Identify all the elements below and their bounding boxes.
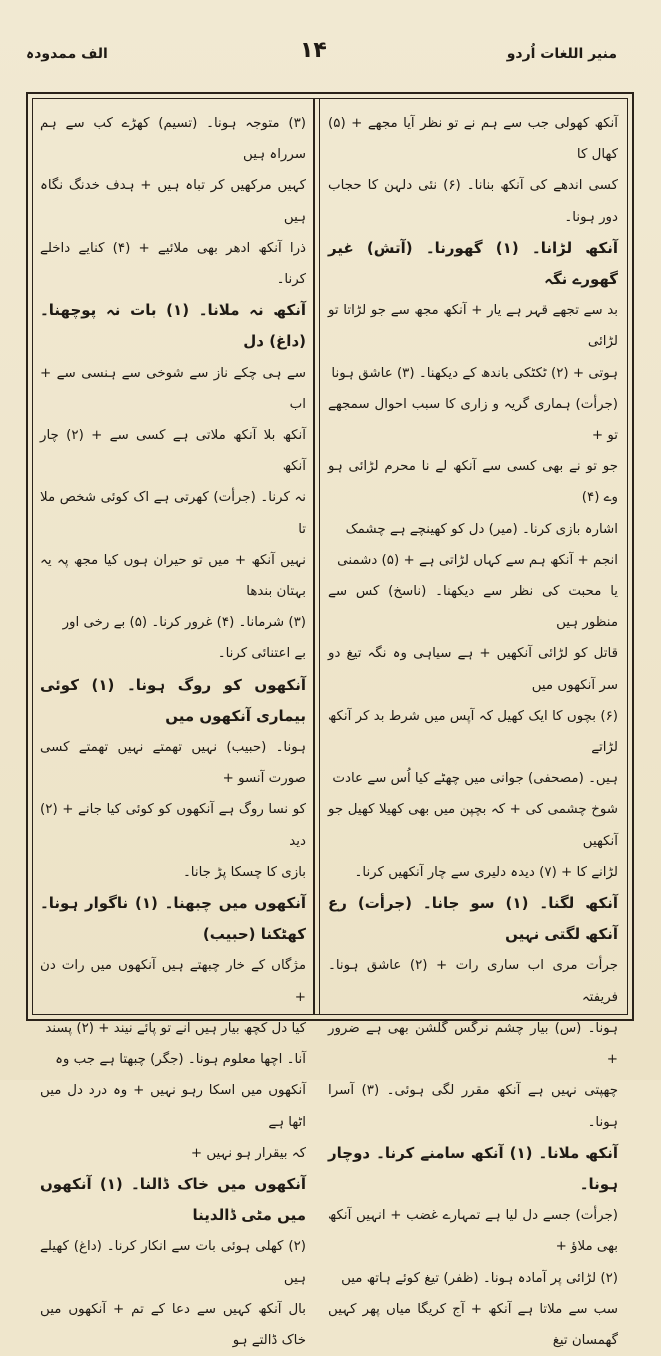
text-line: جرأت مری اب ساری رات + (۲) عاشق ہونا۔ فریفتہ [328, 958, 618, 1005]
column-divider-thin [319, 98, 320, 1015]
text-frame [26, 92, 634, 1348]
text-line: نہیں آنکھ + میں تو حیران ہوں کیا مجھ پہ یہ بہتان بندھا [40, 552, 306, 600]
text-line: (۲) لڑائی پر آمادہ ہونا۔ (ظفر) تیغ کوئے ہاتھ میں [341, 1270, 618, 1286]
text-line: بال آنکھ کہیں سے دعا کے تم + آنکھوں میں خاک ڈالتے ہو [40, 1301, 306, 1348]
text-line: کہ بیقرار ہو نہیں + [190, 1145, 306, 1161]
text-line: بازی کا چسکا پڑ جانا۔ [182, 864, 306, 880]
text-line: آنکھ بلا آنکھ ملاتی ہے کسی سے + (۲) چار آنکھ [40, 428, 307, 475]
text-line: ہیں۔ (مصحفی) جوانی میں چھٹے کیا اُس سے عادت [332, 771, 618, 787]
text-line: ہوتی + (۲) ٹکٹکی باندھ کے دیکھنا۔ (۳) عاشق ہونا [331, 365, 618, 381]
text-line: سے ہی چکے ناز سے شوخی سے ہنسی سے + اب [40, 365, 306, 412]
text-line: کیا دل کچھ بیار ہیں آنے تو پائے نیند + (۲) پسند [45, 1020, 306, 1036]
text-line: یا محبت کی نظر سے دیکھنا۔ (ناسخ) کس سے منظور ہیں [328, 584, 618, 631]
text-line: کو نسا روگ ہے آنکھوں کو کوئی کیا جانے + (۲) دید [40, 802, 306, 849]
text-line: آنکھوں کو روگ ہونا۔ (۱) کوئی بیماری آنکھوں میں [40, 675, 306, 725]
text-line: کہیں مرکھیں کر تباہ ہیں + ہدف خدنگ نگاہ ہیں [40, 178, 306, 225]
text-line: نہ کرنا۔ (جرأت) کھرتی ہے اک کوئی شخص ملا تا [40, 490, 306, 537]
text-line: انجم + آنکھ ہم سے کہاں لڑاتی ہے + (۵) دشمنی [337, 552, 618, 568]
text-line: ذرا آنکھ ادھر بھی ملائیے + (۴) کنایے داخلے کرنا۔ [40, 240, 307, 288]
text-line: آنکھ نہ ملانا۔ (۱) بات نہ پوچھنا۔ (داغ) دل [40, 301, 307, 351]
text-line: (۲) کھلی ہوئی بات سے انکار کرنا۔ (داغ) کھیلے ہیں [40, 1239, 306, 1286]
text-line: بد سے تجھے قہر ہے یار + آنکھ مجھ سے جو لڑاتا تو لڑائی [328, 303, 618, 350]
left-column [40, 108, 307, 1348]
text-line: آنکھ کھولی جب سے ہم نے تو نظر آیا مجھے + (۵) کھال کا [328, 116, 618, 163]
text-line: شوخ چشمی کی + کہ بچپن میں بھی کھیلا کھیل جو آنکھیں [328, 802, 618, 849]
text-line: آنکھ لگنا۔ (۱) سو جانا۔ (جرأت) رع آنکھ لگتی نہیں [328, 894, 618, 944]
text-line: آنکھ لڑانا۔ (۱) گھورنا۔ (آتش) غیر گھورے نگہ [328, 238, 619, 289]
text-line: کسی اندھے کی آنکھ بنانا۔ (۶) نئی دلہن کا حجاب دور ہونا۔ [328, 178, 618, 225]
text-line: لڑانے کا + (۷) دیدہ دلیری سے چار آنکھیں کرنا۔ [354, 864, 618, 880]
text-line: سب سے ملاتا ہے آنکھ + آج کریگا میاں پھر کہیں گھمسان تیغ [328, 1301, 618, 1348]
text-line: (جرأت) ہماری گریہ و زاری کا سبب احوال سمجھے تو + [328, 396, 618, 444]
text-line: آنکھ ملانا۔ (۱) آنکھ سامنے کرنا۔ دوچار ہونا۔ [328, 1143, 618, 1193]
text-line: بے اعتنائی کرنا۔ [217, 646, 306, 662]
page-number: ۱۴ [300, 38, 327, 63]
text-line: آنکھوں میں چبھنا۔ (۱) ناگوار ہونا۔ کھٹکنا (حبیب) [40, 894, 307, 944]
text-line: (جرأت) جسے دل لیا ہے تمہارے غضب + انہیں آنکھ بھی ملاؤ + [328, 1208, 618, 1255]
text-line: (۶) بچوں کا ایک کھیل کہ آپس میں شرط بد کر آنکھ لڑاتے [328, 708, 618, 756]
column-divider [313, 98, 315, 1015]
text-line: جو تو نے بھی کسی سے آنکھ لے نا محرم لڑائی ہو وے (۴) [328, 459, 618, 506]
text-line: اشارہ بازی کرنا۔ (میر) دل کو کھینچے ہے چشمک [345, 521, 618, 537]
text-line: مژگاں کے خار چبھتے ہیں آنکھوں میں رات دن + [40, 958, 306, 1005]
text-line: ہونا۔ (س) بیار چشم نرگس گلشن بھی ہے ضرور + [328, 1020, 618, 1068]
text-line: چھپتی نہیں ہے آنکھ مقرر لگی ہوئی۔ (۳) آسرا ہونا۔ [328, 1083, 619, 1130]
text-line: آنکھوں میں اسکا رہو نہیں + وہ درد دل میں اٹھا ہے [40, 1083, 306, 1130]
right-column [328, 108, 619, 1348]
text-line: قاتل کو لڑائی آنکھیں + ہے سیاہی وہ نگہ تیغ دو سر آنکھوں میں [328, 646, 618, 693]
text-line: ہونا۔ (حبیب) نہیں تھمتے نہیں تھمتے کسی صورت آنسو + [40, 740, 306, 787]
text-line: (۳) شرمانا۔ (۴) غرور کرنا۔ (۵) بے رخی اور [62, 615, 306, 631]
running-title: منیر اللغات اُردو [506, 46, 617, 62]
section-title: الف ممدودہ [26, 46, 108, 62]
text-line: آنا۔ اچھا معلوم ہونا۔ (جگر) چبھتا ہے جب وہ [55, 1052, 306, 1068]
text-line: آنکھوں میں خاک ڈالنا۔ (۱) آنکھوں میں مٹی ڈالدینا [40, 1174, 306, 1225]
text-line: (۳) متوجہ ہونا۔ (تسیم) کھڑے کب سے ہم سرراہ ہیں [40, 116, 306, 163]
